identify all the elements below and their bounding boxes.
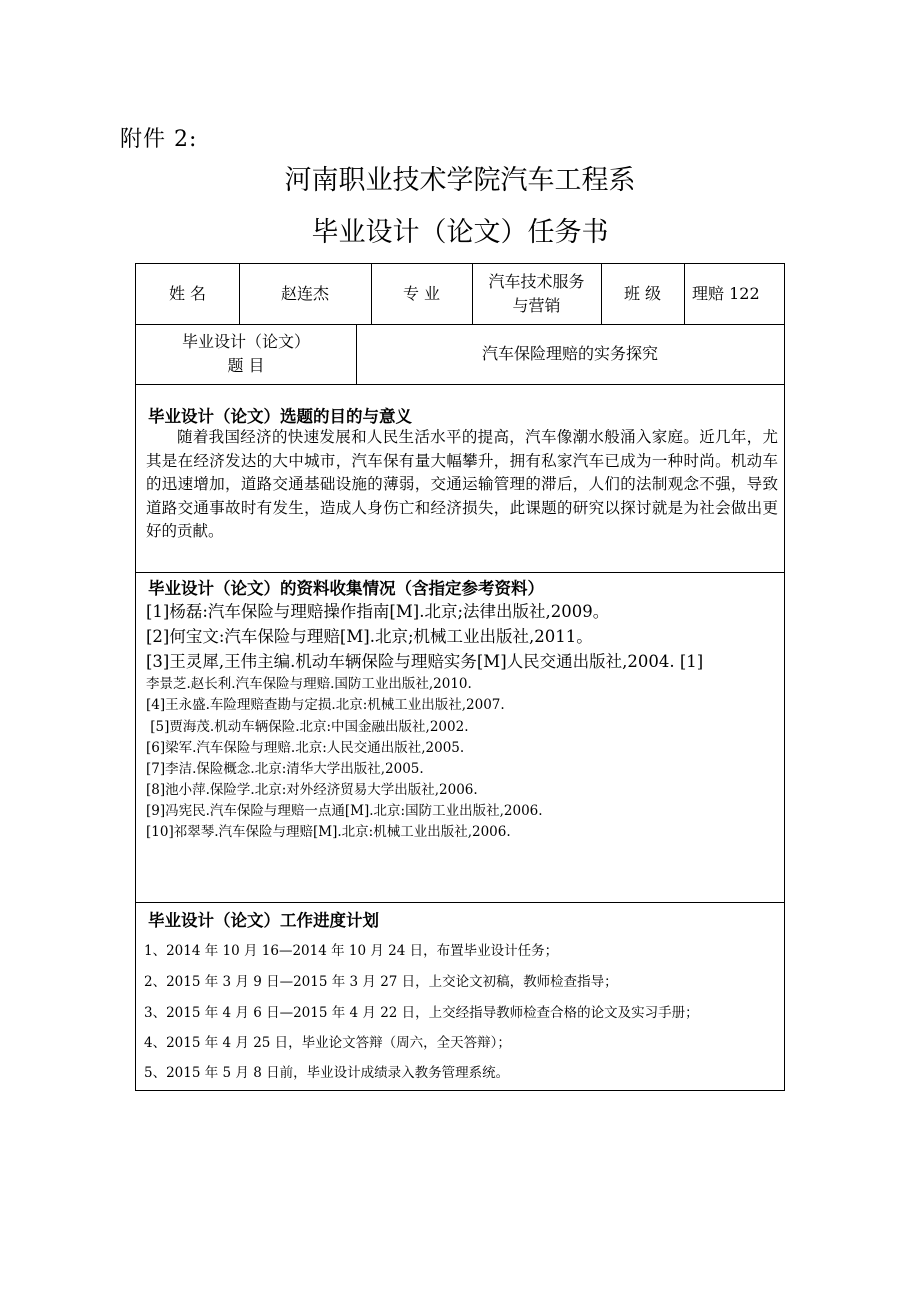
attachment-label: 附件 2: bbox=[120, 127, 198, 152]
materials-heading: 毕业设计（论文）的资料收集情况（含指定参考资料） bbox=[148, 579, 544, 598]
task-table bbox=[135, 263, 785, 1091]
major-value-line2: 与营销 bbox=[512, 296, 561, 315]
row-divider bbox=[136, 384, 784, 385]
reference-item: 李景芝.赵长利.汽车保险与理赔.国防工业出版社,2010. bbox=[146, 676, 472, 692]
reference-item: [5]贾海茂.机动车辆保险.北京:中国金融出版社,2002. bbox=[146, 719, 469, 735]
schedule-item: 2、2015 年 3 月 9 日—2015 年 3 月 27 日，上交论文初稿，教师检查指导； bbox=[144, 974, 618, 990]
topic-label bbox=[136, 324, 356, 384]
document-subtitle: 毕业设计（论文）任务书 bbox=[311, 217, 609, 248]
reference-item: [6]梁军.汽车保险与理赔.北京:人民交通出版社,2005. bbox=[146, 740, 465, 756]
class-value: 理赔 122 bbox=[692, 284, 760, 303]
reference-item: [7]李洁.保险概念.北京:清华大学出版社,2005. bbox=[146, 761, 424, 777]
purpose-text: 随着我国经济的快速发展和人民生活水平的提高，汽车像潮水般涌入家庭。近几年，尤其是在经济发达的大中城市，汽车保有量大幅攀升，拥有私家汽车已成为一种时尚。机动车的迅速增加，道路交通基础设施的薄弱，交通运输管理的滞后，人们的法制观念不强，导致道路交通事故时有发生，造成人身伤亡和经济损失，此课题的研究以探讨就是为社会做出更好的贡献。 bbox=[146, 428, 778, 540]
class-label: 班 级 bbox=[623, 284, 662, 303]
major-label: 专 业 bbox=[402, 284, 441, 303]
topic-value: 汽车保险理赔的实务探究 bbox=[481, 344, 658, 363]
reference-item: [2]何宝文:汽车保险与理赔[M].北京;机械工业出版社,2011。 bbox=[146, 627, 593, 646]
row-divider bbox=[136, 902, 784, 903]
major-value bbox=[472, 264, 601, 324]
schedule-item: 4、2015 年 4 月 25 日，毕业论文答辩（周六，全天答辩）； bbox=[144, 1035, 511, 1051]
topic-label-line2: 题 目 bbox=[227, 356, 265, 375]
topic-label-line1: 毕业设计（论文） bbox=[181, 332, 310, 351]
name-label: 姓 名 bbox=[168, 284, 207, 303]
reference-item: [9]冯宪民.汽车保险与理赔一点通[M].北京:国防工业出版社,2006. bbox=[146, 803, 543, 819]
document-title: 河南职业技术学院汽车工程系 bbox=[284, 165, 636, 196]
reference-item: [10]祁翠琴.汽车保险与理赔[M].北京:机械工业出版社,2006. bbox=[146, 824, 511, 840]
schedule-item: 5、2015 年 5 月 8 日前，毕业设计成绩录入教务管理系统。 bbox=[144, 1065, 510, 1081]
schedule-heading: 毕业设计（论文）工作进度计划 bbox=[148, 911, 379, 930]
reference-item: [3]王灵犀,王伟主编.机动车辆保险与理赔实务[M]人民交通出版社,2004. [1] bbox=[146, 652, 704, 671]
name-value: 赵连杰 bbox=[280, 284, 329, 303]
purpose-heading: 毕业设计（论文）选题的目的与意义 bbox=[148, 407, 412, 426]
reference-item: [8]池小萍.保险学.北京:对外经济贸易大学出版社,2006. bbox=[146, 782, 478, 798]
schedule-item: 3、2015 年 4 月 6 日—2015 年 4 月 22 日，上交经指导教师检查合格的论文及实习手册； bbox=[144, 1005, 699, 1021]
major-value-line1: 汽车技术服务 bbox=[488, 272, 585, 291]
row-divider bbox=[136, 572, 784, 573]
reference-item: [4]王永盛.车险理赔查勘与定损.北京:机械工业出版社,2007. bbox=[146, 697, 505, 713]
reference-item: [1]杨磊:汽车保险与理赔操作指南[M].北京;法律出版社,2009。 bbox=[146, 602, 610, 621]
schedule-item: 1、2014 年 10 月 16—2014 年 10 月 24 日，布置毕业设计任务； bbox=[144, 943, 559, 959]
